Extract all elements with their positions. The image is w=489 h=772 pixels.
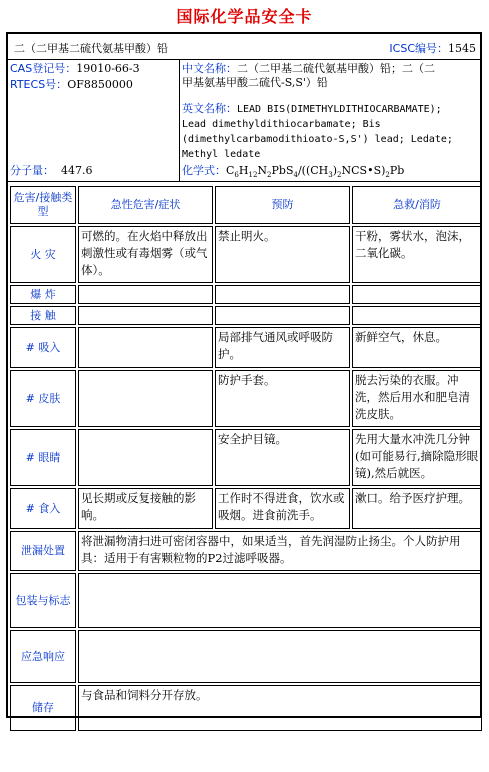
inhalation-aid: 新鲜空气，休息。 xyxy=(352,327,482,368)
row-label-spill: 泄漏处置 xyxy=(10,531,76,571)
mw-label: 分子量： xyxy=(10,164,54,177)
explosion-hazard xyxy=(78,285,213,304)
cas-value: 19010-66-3 xyxy=(76,62,140,75)
table-row-fire xyxy=(10,226,482,283)
table-header-row xyxy=(10,186,482,224)
table-row-contact xyxy=(10,306,482,325)
explosion-prevention xyxy=(215,285,350,304)
table-row-eyes xyxy=(10,429,482,486)
row-label-packaging: 包装与标志 xyxy=(10,573,76,628)
skin-prevention: 防护手套。 xyxy=(215,370,350,427)
col-header-type: 危害/接触类型 xyxy=(10,186,76,224)
ingestion-prevention: 工作时不得进食，饮水或吸烟。进食前洗手。 xyxy=(215,488,350,529)
ingestion-aid: 漱口。给予医疗护理。 xyxy=(352,488,482,529)
spill-text: 将泄漏物清扫进可密闭容器中，如果适当，首先润湿防止扬尘。个人防护用具：适用于有害颗粒物的P2过滤呼吸器。 xyxy=(78,531,482,571)
fire-prevention: 禁止明火。 xyxy=(215,226,350,283)
contact-aid xyxy=(352,306,482,325)
en-name-row xyxy=(182,102,442,117)
rtecs-label: RTECS号： xyxy=(10,78,68,91)
names-column xyxy=(180,60,480,181)
skin-aid: 脱去污染的衣服。冲洗，然后用水和肥皂清洗皮肤。 xyxy=(352,370,482,427)
row-label-inhalation: # 吸入 xyxy=(10,327,76,368)
inhalation-hazard xyxy=(78,327,213,368)
emergency-text xyxy=(78,630,482,683)
row-label-fire: 火 灾 xyxy=(10,226,76,283)
safety-card xyxy=(6,32,482,718)
formula-label: 化学式： xyxy=(182,164,226,177)
fire-hazard: 可燃的。在火焰中释放出刺激性或有毒烟雾（或气体）。 xyxy=(78,226,213,283)
en-name-value-1: LEAD BIS(DIMETHYLDITHIOCARBAMATE); xyxy=(237,104,442,115)
identification-block xyxy=(8,60,480,182)
cn-name-label: 中文名称： xyxy=(182,62,237,75)
col-header-hazard: 急性危害/症状 xyxy=(78,186,213,224)
cas-row xyxy=(10,62,140,76)
table-row-inhalation xyxy=(10,327,482,368)
row-label-storage: 储存 xyxy=(10,685,76,731)
cas-label: CAS登记号： xyxy=(10,62,77,75)
col-header-aid: 急救/消防 xyxy=(352,186,482,224)
id-column xyxy=(8,60,180,181)
en-name-label: 英文名称： xyxy=(182,102,237,115)
fire-aid: 干粉，雾状水，泡沫，二氧化碳。 xyxy=(352,226,482,283)
storage-text: 与食品和饲料分开存放。 xyxy=(78,685,482,731)
row-label-skin: # 皮肤 xyxy=(10,370,76,427)
eyes-hazard xyxy=(78,429,213,486)
rtecs-value: OF8850000 xyxy=(67,78,133,91)
en-name-value-2: Lead dimethyldithiocarbamate; Bis xyxy=(182,119,381,130)
hazard-table xyxy=(8,184,484,733)
table-row-packaging xyxy=(10,573,482,628)
card-title: 国际化学品安全卡 xyxy=(176,7,313,26)
table-row-explosion xyxy=(10,285,482,304)
row-label-emergency: 应急响应 xyxy=(10,630,76,683)
table-row-spill xyxy=(10,531,482,571)
en-name-value-3: (dimethylcarbamodithioato-S,S') lead; Ledate; xyxy=(182,134,453,145)
contact-prevention xyxy=(215,306,350,325)
eyes-prevention: 安全护目镜。 xyxy=(215,429,350,486)
rtecs-row xyxy=(10,78,133,92)
formula-row xyxy=(182,164,404,182)
formula-value: $C_6H_{12}N_2PbS_4/((CH_3)_2NCS•S)_2Pb$ xyxy=(226,164,405,180)
en-name-value-4: Methyl ledate xyxy=(182,149,261,160)
icsc-label: ICSC编号： xyxy=(389,42,448,55)
inhalation-prevention: 局部排气通风或呼吸防护。 xyxy=(215,327,350,368)
cn-name-value-2: 甲基氨基甲酸二硫代-S,S'）铅 xyxy=(182,76,328,89)
packaging-text xyxy=(78,573,482,628)
table-row-emergency xyxy=(10,630,482,683)
table-row-ingestion xyxy=(10,488,482,529)
ingestion-hazard: 见长期或反复接触的影响。 xyxy=(78,488,213,529)
card-header xyxy=(8,34,480,60)
row-label-explosion: 爆 炸 xyxy=(10,285,76,304)
explosion-aid xyxy=(352,285,482,304)
contact-hazard xyxy=(78,306,213,325)
table-row-skin xyxy=(10,370,482,427)
col-header-prevention: 预防 xyxy=(215,186,350,224)
cn-name-row xyxy=(182,62,435,76)
table-row-storage xyxy=(10,685,482,731)
cn-name-value-1: 二（二甲基二硫代氨基甲酸）铅；二（二 xyxy=(237,62,435,75)
row-label-ingestion: # 食入 xyxy=(10,488,76,529)
mw-value: 447.6 xyxy=(61,164,93,177)
eyes-aid: 先用大量水冲洗几分钟(如可能易行,摘除隐形眼镜),然后就医。 xyxy=(352,429,482,486)
icsc-value: 1545 xyxy=(448,42,476,55)
row-label-contact: 接 触 xyxy=(10,306,76,325)
chemical-name: 二（二甲基二硫代氨基甲酸）铅 xyxy=(14,42,168,55)
mw-row xyxy=(10,164,93,178)
skin-hazard xyxy=(78,370,213,427)
icsc-number xyxy=(389,40,476,56)
row-label-eyes: # 眼睛 xyxy=(10,429,76,486)
